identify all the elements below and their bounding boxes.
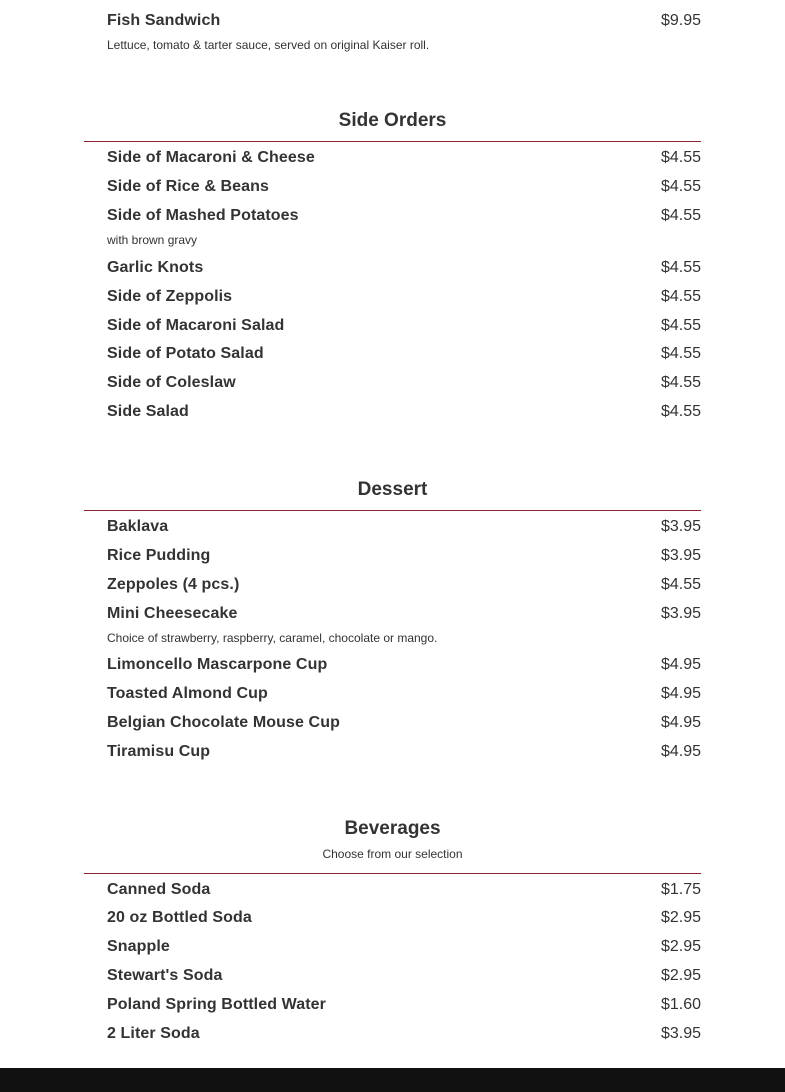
- menu-item-name: Belgian Chocolate Mouse Cup: [107, 714, 340, 731]
- menu-item-price: $3.95: [660, 1025, 701, 1042]
- menu-item-description: Lettuce, tomato & tarter sauce, served on original Kaiser roll.: [107, 38, 430, 52]
- menu-item: [107, 605, 701, 645]
- menu-item-name: 20 oz Bottled Soda: [107, 909, 252, 926]
- menu-item: [107, 576, 701, 594]
- menu-item-price: $4.55: [660, 576, 701, 593]
- menu-item: [107, 403, 701, 421]
- menu-item-price: $2.95: [660, 909, 701, 926]
- menu-item: [107, 207, 701, 247]
- menu-item-name: Zeppoles (4 pcs.): [107, 576, 240, 593]
- menu-item: [107, 909, 701, 927]
- menu-item-price: $4.95: [660, 714, 701, 731]
- menu-item: [107, 938, 701, 956]
- section-subtitle: Choose from our selection: [322, 847, 463, 861]
- menu-item: [107, 259, 701, 277]
- menu-item: [107, 656, 701, 674]
- menu-item: [107, 967, 701, 985]
- menu-item: [107, 547, 701, 565]
- menu-item: [107, 1025, 701, 1043]
- menu-item-price: $9.95: [660, 12, 701, 29]
- section-title-dessert: Dessert: [357, 479, 428, 500]
- menu-item-price: $4.95: [660, 656, 701, 673]
- menu-item-price: $4.55: [660, 317, 701, 334]
- menu-item-description: with brown gravy: [107, 233, 198, 247]
- footer-bar: [0, 1068, 785, 1092]
- menu-item-price: $3.95: [660, 547, 701, 564]
- menu-item-price: $1.75: [660, 881, 701, 898]
- menu-item-price: $4.55: [660, 259, 701, 276]
- menu-item-description: Choice of strawberry, raspberry, caramel, chocolate or mango.: [107, 631, 438, 645]
- menu-item-name: Side Salad: [107, 403, 189, 420]
- menu-item-name: Poland Spring Bottled Water: [107, 996, 326, 1013]
- menu-item-price: $4.55: [660, 345, 701, 362]
- section-title-beverages: Beverages: [344, 818, 441, 839]
- section-divider: [84, 141, 701, 142]
- menu-item: [107, 518, 701, 536]
- menu-item-price: $3.95: [660, 605, 701, 622]
- menu-item: [107, 288, 701, 306]
- menu-item-price: $2.95: [660, 938, 701, 955]
- menu-item-name: Side of Rice & Beans: [107, 178, 270, 195]
- menu-item-name: Side of Mashed Potatoes: [107, 207, 299, 224]
- menu-item-name: Side of Macaroni Salad: [107, 317, 285, 334]
- menu-item: [107, 996, 701, 1014]
- menu-item-name: Baklava: [107, 518, 169, 535]
- menu-item-name: 2 Liter Soda: [107, 1025, 200, 1042]
- menu-item-name: Side of Coleslaw: [107, 374, 236, 391]
- menu-item-price: $1.60: [660, 996, 701, 1013]
- menu-item-name: Mini Cheesecake: [107, 605, 238, 622]
- menu-item-price: $2.95: [660, 967, 701, 984]
- menu-item-price: $4.55: [660, 403, 701, 420]
- menu-item: [107, 881, 701, 899]
- menu-item-name: Stewart's Soda: [107, 967, 223, 984]
- menu-item-name: Garlic Knots: [107, 259, 204, 276]
- menu-item-price: $4.55: [660, 207, 701, 224]
- menu-item: [107, 714, 701, 732]
- menu-item-name: Side of Potato Salad: [107, 345, 264, 362]
- menu-item-price: $4.55: [660, 288, 701, 305]
- menu-item-name: Toasted Almond Cup: [107, 685, 268, 702]
- section-divider: [84, 873, 701, 874]
- section-title-side-orders: Side Orders: [338, 110, 447, 131]
- menu-item-fish-sandwich: [107, 12, 701, 52]
- menu-item-price: $4.55: [660, 178, 701, 195]
- section-divider: [84, 510, 701, 511]
- menu-item: [107, 317, 701, 335]
- menu-item-name: Snapple: [107, 938, 170, 955]
- menu-item: [107, 743, 701, 761]
- menu-item-name: Canned Soda: [107, 881, 211, 898]
- menu-item-name: Fish Sandwich: [107, 12, 221, 29]
- menu-item-name: Limoncello Mascarpone Cup: [107, 656, 328, 673]
- menu-item-price: $4.95: [660, 685, 701, 702]
- menu-item-name: Side of Macaroni & Cheese: [107, 149, 315, 166]
- menu-item-price: $4.95: [660, 743, 701, 760]
- menu-item-price: $3.95: [660, 518, 701, 535]
- menu-item-name: Side of Zeppolis: [107, 288, 233, 305]
- menu-item: [107, 149, 701, 167]
- menu-item: [107, 685, 701, 703]
- menu-item-name: Rice Pudding: [107, 547, 211, 564]
- menu-item: [107, 374, 701, 392]
- menu-item-price: $4.55: [660, 374, 701, 391]
- menu-item: [107, 178, 701, 196]
- menu-item-name: Tiramisu Cup: [107, 743, 211, 760]
- menu-item: [107, 345, 701, 363]
- menu-item-price: $4.55: [660, 149, 701, 166]
